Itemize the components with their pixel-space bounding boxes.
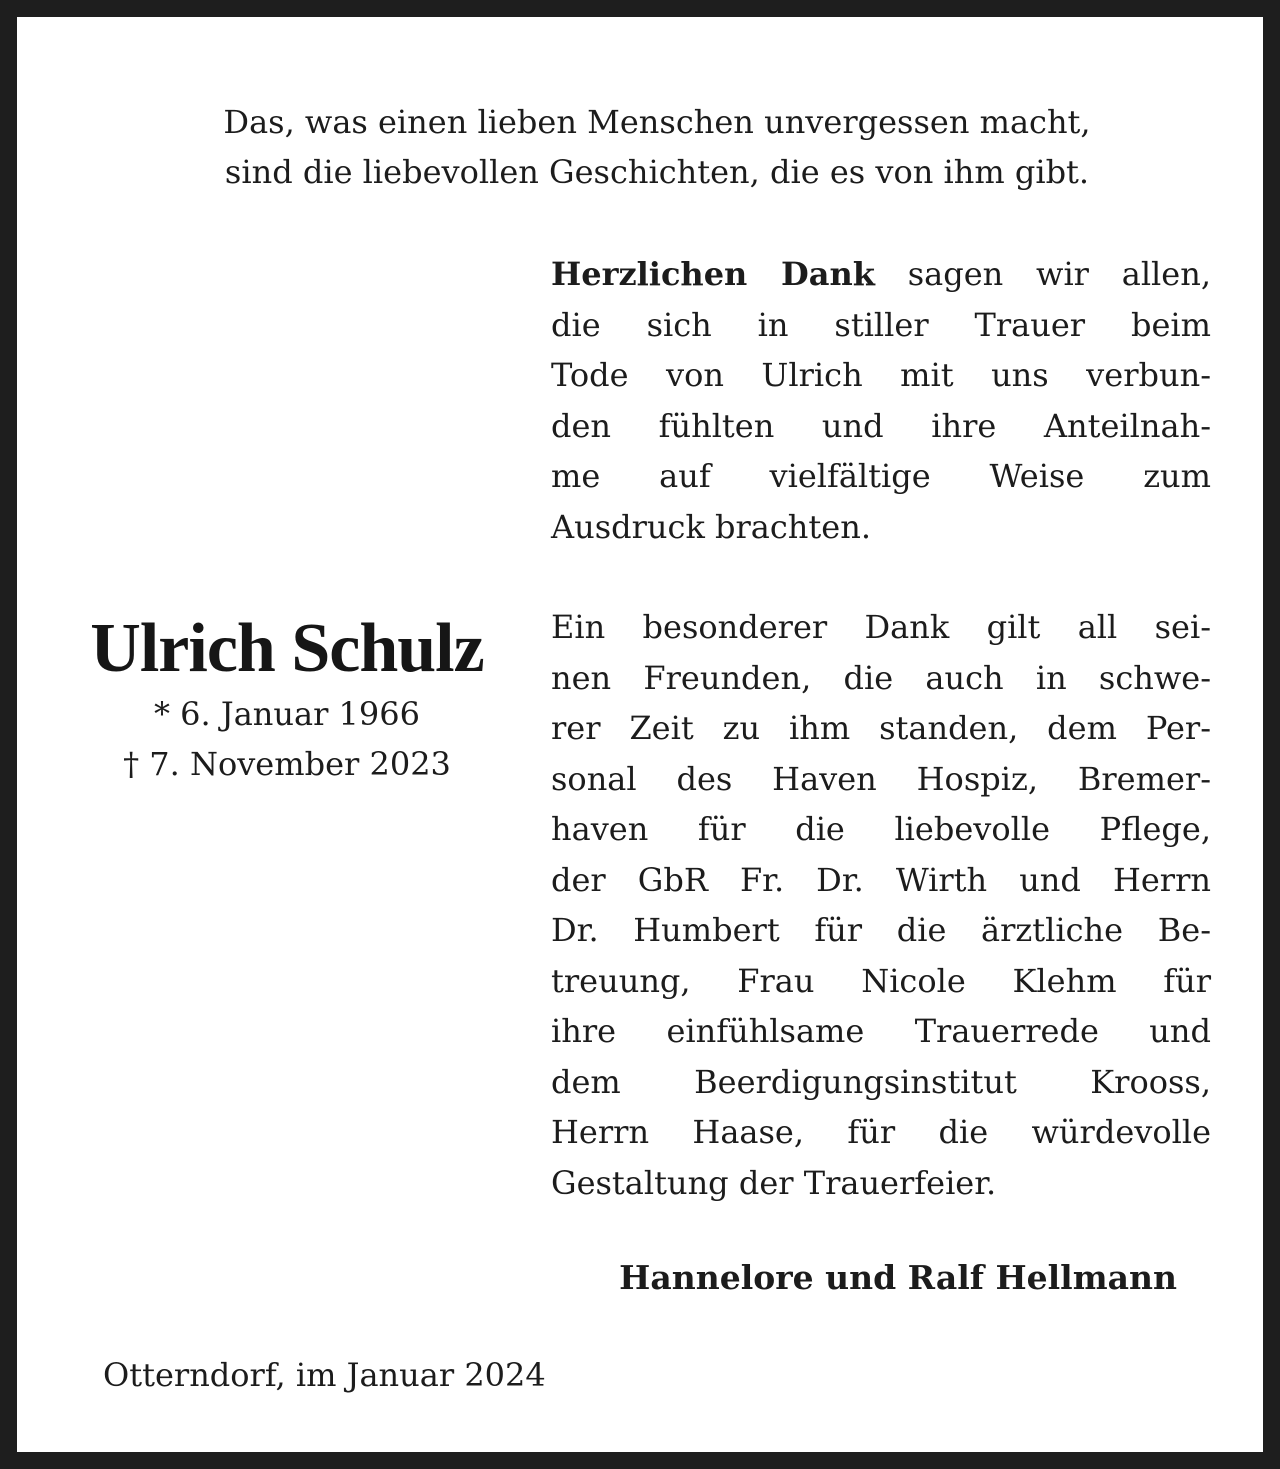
thanks-paragraph-1-line: Tode von Ulrich mit uns verbun-: [551, 356, 1211, 394]
thanks-paragraph-2-line: Herrn Haase, für die würdevolle: [551, 1113, 1211, 1151]
place-and-date: Otterndorf, im Januar 2024: [103, 1356, 546, 1394]
signature: Hannelore und Ralf Hellmann: [619, 1258, 1177, 1297]
thanks-paragraph-2-line: Gestaltung der Trauerfeier.: [551, 1163, 997, 1202]
motto-line-1: Das, was einen lieben Menschen unvergessen macht,: [223, 103, 1091, 141]
thanks-paragraph-2-line: haven für die liebevolle Pflege,: [551, 810, 1211, 848]
thanks-paragraph-1-line: [551, 249, 1211, 300]
thanks-paragraph-2-line: sonal des Haven Hospiz, Bremer-: [551, 759, 1211, 798]
thanks-paragraph-2-line: treuung, Frau Nicole Klehm für: [551, 961, 1211, 1000]
motto-quote: [57, 97, 1257, 197]
death-date: † 7. November 2023: [123, 745, 451, 783]
thanks-paragraph-2-line: nen Freunden, die auch in schwe-: [551, 658, 1211, 697]
thanks-paragraph-1-line: me auf vielfältige Weise zum: [551, 457, 1211, 495]
thanks-bold-lead: Herzlichen Dank: [551, 255, 875, 293]
thanks-paragraph-1-line: den fühlten und ihre Anteilnah-: [551, 406, 1211, 445]
thanks-paragraph-1: [551, 249, 1211, 552]
thanks-paragraph-2-line: Dr. Humbert für die ärztliche Be-: [551, 911, 1211, 949]
thanks-paragraph-1-line: Ausdruck brachten.: [551, 507, 871, 546]
motto-line-2: sind die liebevollen Geschichten, die es von ihm gibt.: [224, 153, 1090, 191]
thanks-paragraph-1-line: die sich in stiller Trauer beim: [551, 305, 1211, 344]
deceased-name: Ulrich Schulz: [90, 610, 484, 687]
thanks-paragraph-2-line: der GbR Fr. Dr. Wirth und Herrn: [551, 860, 1211, 899]
thanks-paragraph-2: [551, 602, 1211, 1208]
deceased-info: [47, 609, 527, 789]
thanks-paragraph-2-line: Ein besonderer Dank gilt all sei-: [551, 608, 1211, 646]
thanks-paragraph-2-line: dem Beerdigungsinstitut Krooss,: [551, 1062, 1211, 1101]
thanks-paragraph-2-line: ihre einfühlsame Trauerrede und: [551, 1012, 1211, 1050]
thanks-paragraph-2-line: rer Zeit zu ihm standen, dem Per-: [551, 709, 1211, 747]
thanks-lead-rest: sagen wir allen,: [874, 255, 1212, 293]
birth-date: * 6. Januar 1966: [154, 695, 420, 733]
